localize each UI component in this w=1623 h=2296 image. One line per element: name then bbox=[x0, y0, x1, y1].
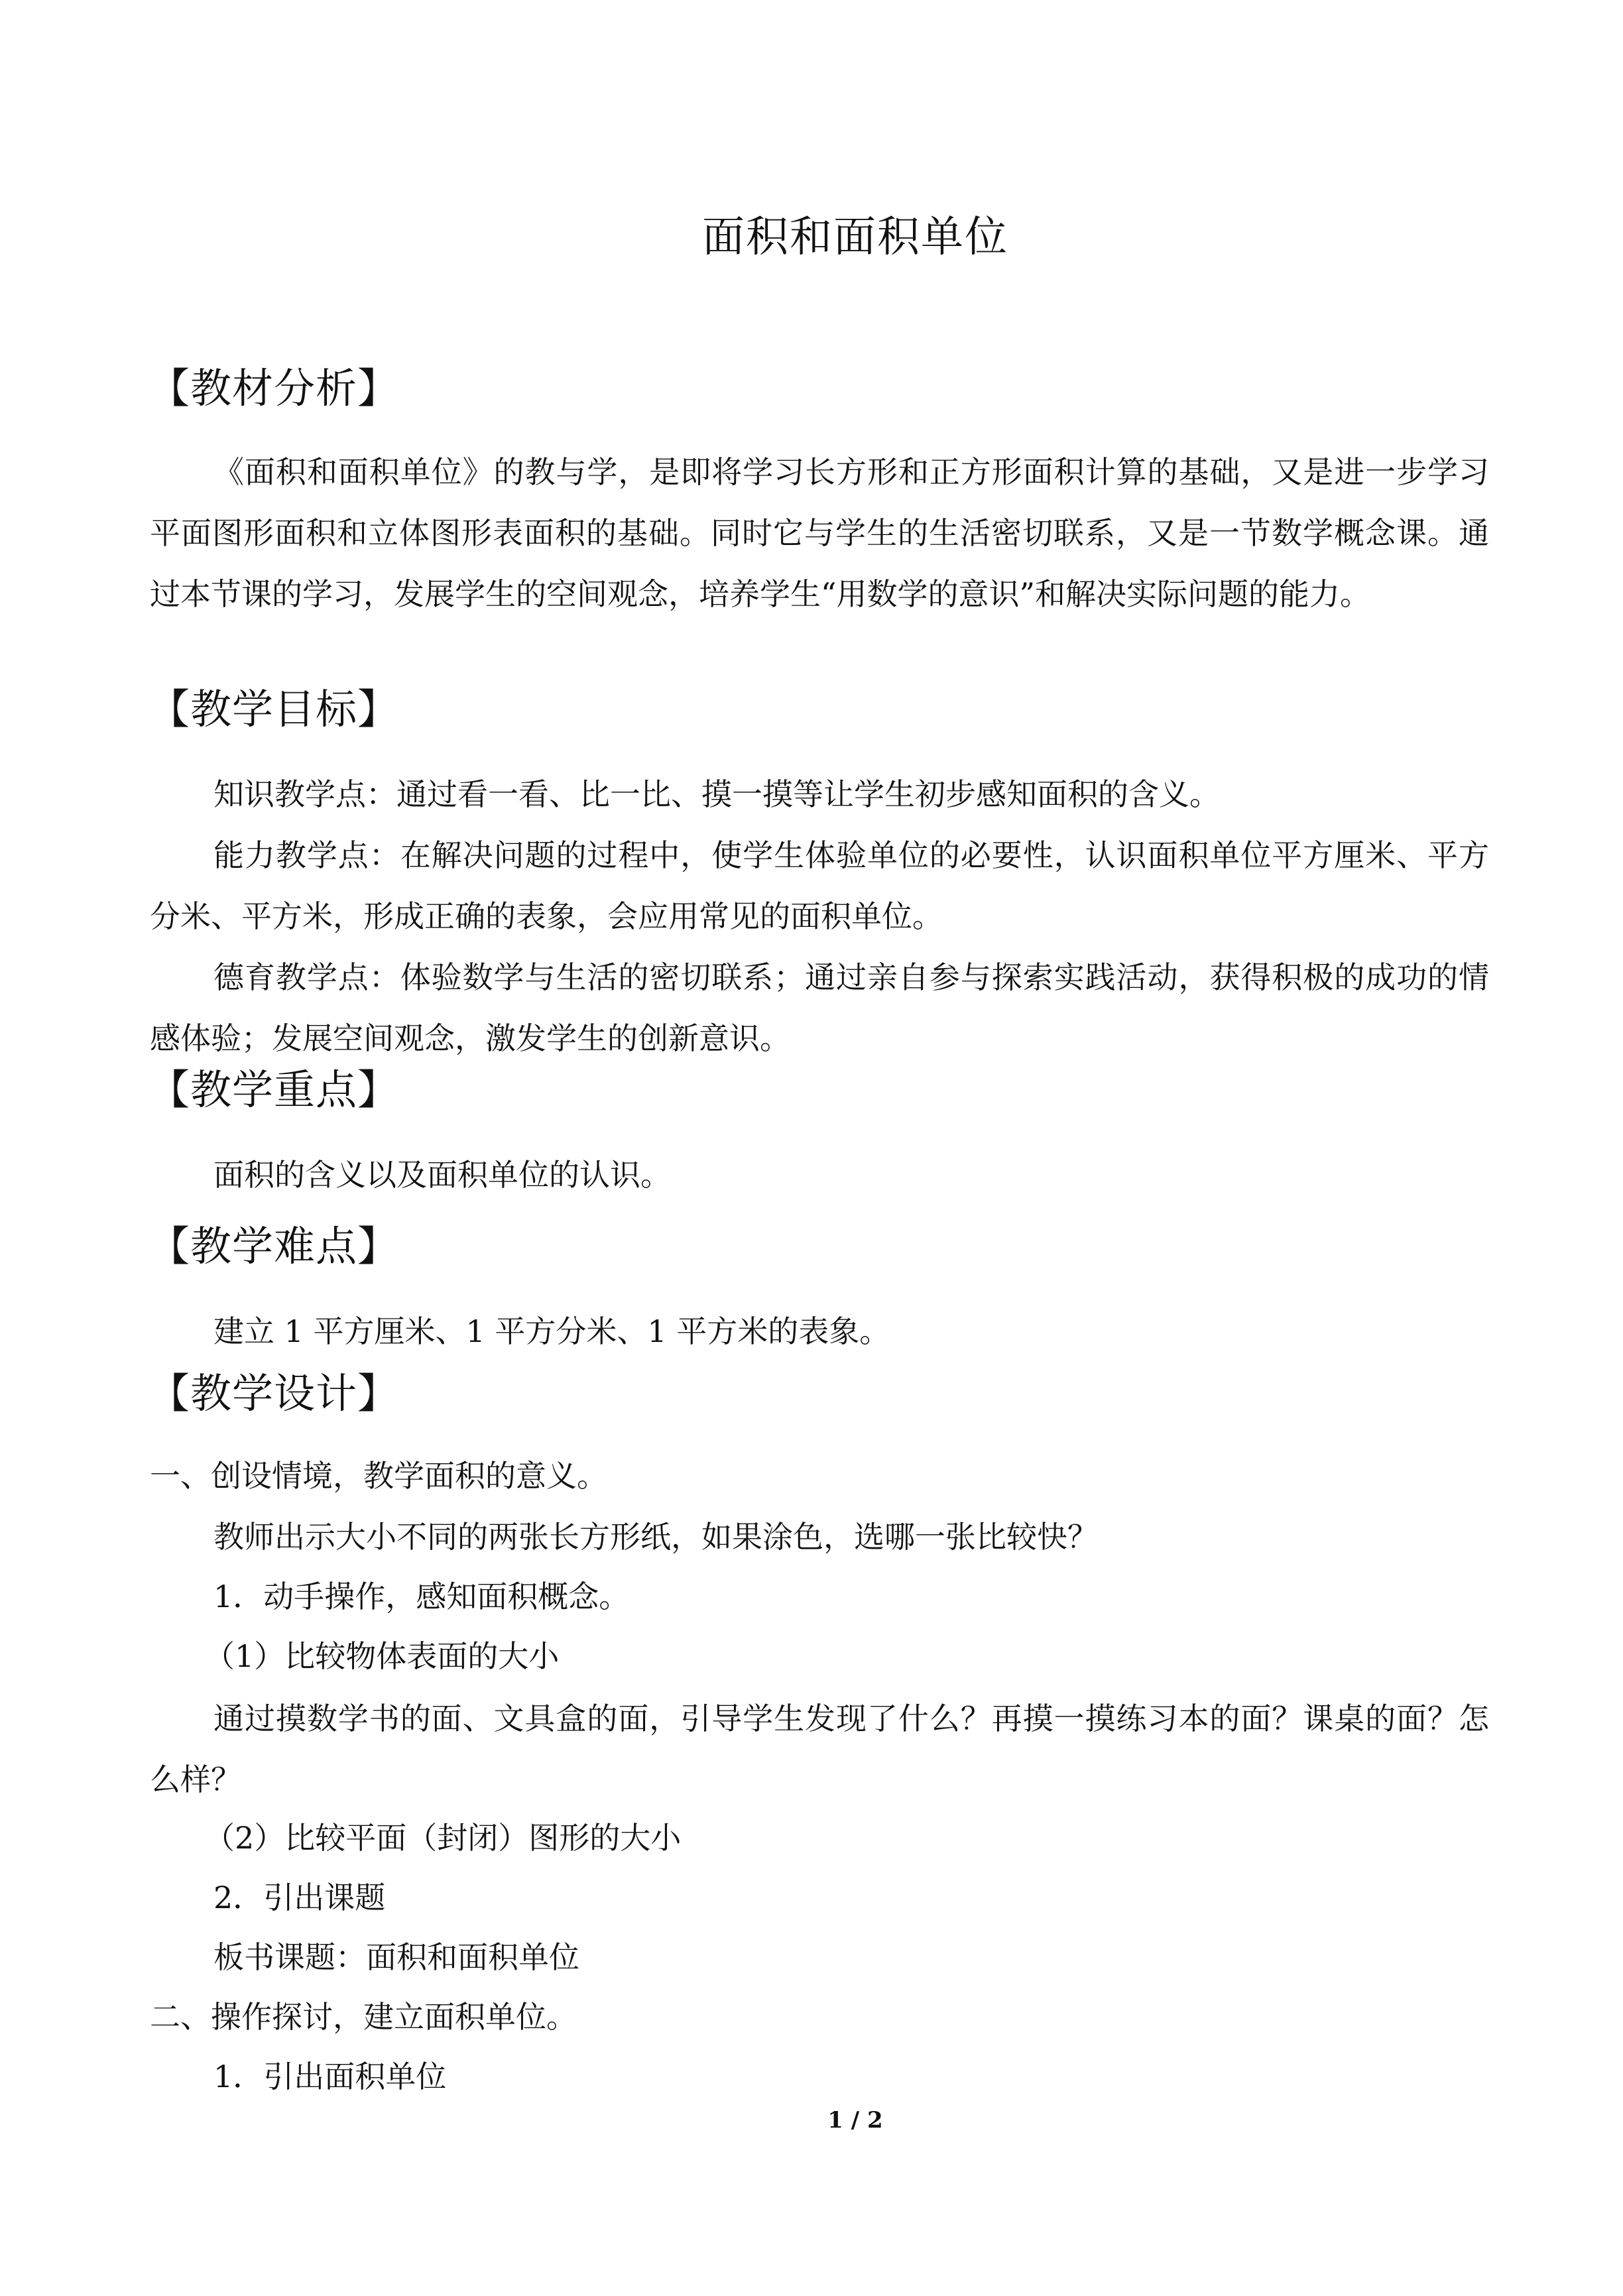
difficulty-text: 建立 1 平方厘米、1 平方分米、1 平方米的表象。 bbox=[213, 1313, 890, 1349]
design-step-1-1: 1．动手操作，感知面积概念。 bbox=[213, 1579, 630, 1614]
document-title: 面积和面积单位 bbox=[702, 213, 1008, 262]
design-step-1-1-a-text: 通过摸数学书的面、文具盒的面，引导学生发现了什么？再摸一摸练习本的面？课桌的面？怎么样？ bbox=[150, 1701, 1489, 1797]
design-step-1-2-text: 板书课题：面积和面积单位 bbox=[213, 1939, 579, 1975]
objective-ability: 能力教学点：在解决问题的过程中，使学生体验单位的必要性，认识面积单位平方厘米、平方分米、平方米，形成正确的表象，会应用常见的面积单位。 bbox=[150, 837, 1489, 934]
design-step-1-1-a: （1）比较物体表面的大小 bbox=[204, 1638, 560, 1674]
heading-design: 【教学设计】 bbox=[149, 1369, 400, 1418]
design-step-1: 一、创设情境，教学面积的意义。 bbox=[150, 1458, 607, 1494]
design-step-1-intro: 教师出示大小不同的两张长方形纸，如果涂色，选哪一张比较快？ bbox=[213, 1519, 1098, 1555]
analysis-paragraph: 《面积和面积单位》的教与学，是即将学习长方形和正方形面积计算的基础，又是进一步学习平面图形面积和立体图形表面积的基础。同时它与学生的生活密切联系，又是一节数学概念课。通过本节课的学习，发展学生的空间观念，培养学生“用数学的意识”和解决实际问题的能力。 bbox=[150, 454, 1489, 612]
design-step-2: 二、操作探讨，建立面积单位。 bbox=[150, 1999, 577, 2035]
heading-analysis: 【教材分析】 bbox=[149, 364, 400, 412]
objective-knowledge: 知识教学点：通过看一看、比一比、摸一摸等让学生初步感知面积的含义。 bbox=[213, 776, 1220, 812]
heading-objectives: 【教学目标】 bbox=[149, 685, 400, 733]
design-step-1-1-b: （2）比较平面（封闭）图形的大小 bbox=[204, 1820, 682, 1856]
key-point-text: 面积的含义以及面积单位的认识。 bbox=[213, 1157, 671, 1193]
design-step-1-2: 2．引出课题 bbox=[213, 1880, 386, 1915]
design-step-2-1: 1．引出面积单位 bbox=[213, 2059, 447, 2094]
heading-difficulty: 【教学难点】 bbox=[149, 1222, 400, 1270]
page-number: 1 / 2 bbox=[827, 2107, 883, 2134]
objective-moral: 德育教学点：体验数学与生活的密切联系；通过亲自参与探索实践活动，获得积极的成功的情感体验；发展空间观念，激发学生的创新意识。 bbox=[150, 959, 1489, 1056]
heading-key-point: 【教学重点】 bbox=[149, 1065, 400, 1114]
